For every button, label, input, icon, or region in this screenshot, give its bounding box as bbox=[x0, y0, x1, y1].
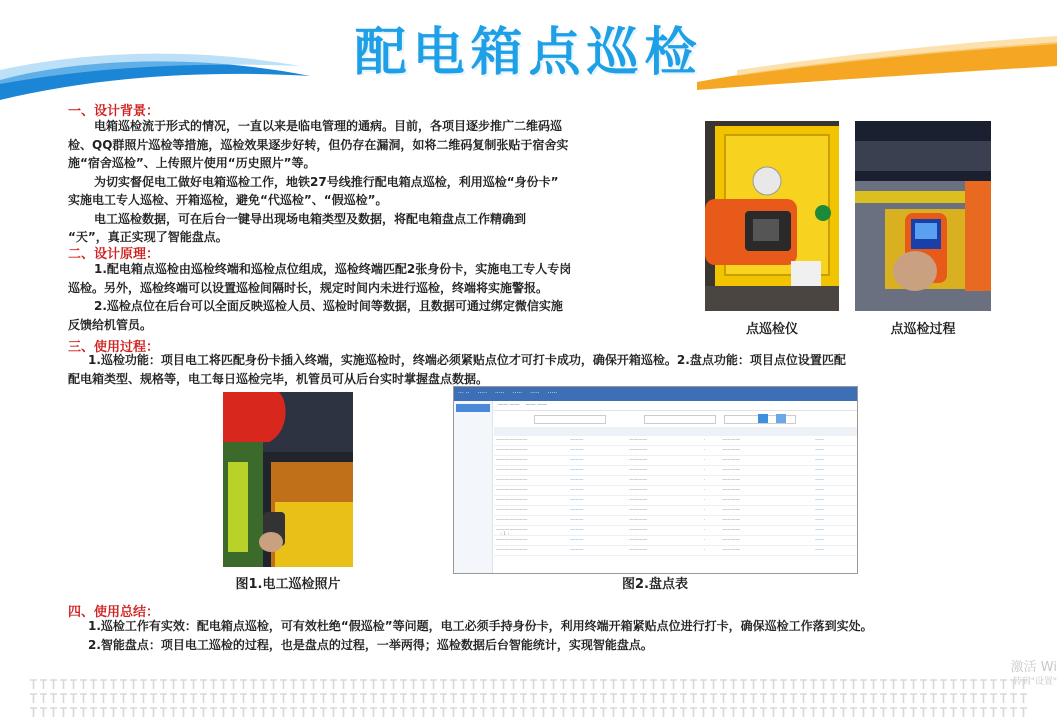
table-row: ——————— ——— ———— · ———— —— bbox=[494, 496, 857, 506]
background-line: 检、QQ群照片巡检等措施，巡检效果逐步好转，但仍存在漏洞，如将二维码复制张贴于宿舍实 bbox=[68, 137, 569, 152]
background-line: 电工巡检数据，可在后台一键导出现场电箱类型及数据，将配电箱盘点工作精确到 bbox=[94, 211, 527, 226]
background-line: 电箱巡检流于形式的情况，一直以来是临电管理的通病。目前，各项目逐步推广二维码巡 bbox=[94, 119, 563, 133]
table-row: ——————— ——— ———— · ———— —— bbox=[494, 436, 857, 446]
electrician-photo bbox=[223, 392, 353, 567]
table-row: ——————— ——— ———— · ———— —— bbox=[494, 456, 857, 466]
process-line: 1.巡检功能：项目电工将匹配身份卡插入终端，实施巡检时，终端必须紧贴点位才可打卡成功，确保开箱巡检。2.盘点功能：项目点位设置匹配 bbox=[88, 353, 846, 367]
table-row: ——————— ——— ———— · ———— —— bbox=[494, 446, 857, 456]
process-text bbox=[68, 351, 1018, 388]
process-line: 配电箱类型、规格等，电工每日巡检完毕，机管员可从后台实时掌握盘点数据。 bbox=[68, 371, 489, 386]
process-photo-caption: 点巡检过程 bbox=[890, 322, 956, 337]
inventory-table bbox=[494, 427, 857, 556]
table-row: ——————— ——— ———— · ———— —— bbox=[494, 506, 857, 516]
figure2-caption: 图2.盘点表 bbox=[622, 577, 688, 592]
table-row: ——————— ——— ———— · ———— —— bbox=[494, 476, 857, 486]
table-screenshot-sidebar bbox=[454, 401, 493, 573]
inventory-table-screenshot bbox=[453, 386, 858, 574]
process-photo bbox=[855, 121, 991, 311]
table-row: ——————— ——— ———— · ———— —— bbox=[494, 526, 857, 536]
summary-line: 1.巡检工作有实效：配电箱点巡检，可有效杜绝“假巡检”等问题，电工必须手持身份卡，利用终端开箱紧贴点位进行打卡，确保巡检工作落到实处。 bbox=[88, 619, 873, 633]
device-photo bbox=[705, 121, 839, 311]
table-row: ——————— ——— ———— · ———— —— bbox=[494, 536, 857, 546]
section-heading-principle: 二、设计原理： bbox=[68, 247, 160, 262]
table-row: ——————— ——— ———— · ———— —— bbox=[494, 546, 857, 556]
activation-watermark-sub: 转到"设置" bbox=[1012, 677, 1057, 687]
table-row: ——————— ——— ———— · ———— —— bbox=[494, 466, 857, 476]
summary-line: 2.智能盘点：项目电工巡检的过程，也是盘点的过程，一举两得；巡检数据后台智能统计，实现智能盘点。 bbox=[88, 637, 653, 652]
section-heading-summary: 四、使用总结： bbox=[68, 605, 160, 620]
background-text bbox=[68, 117, 678, 247]
figure1-caption: 图1.电工巡检照片 bbox=[235, 577, 341, 592]
principle-line: 巡检。另外，巡检终端可以设置巡检间隔时长，规定时间内未进行巡检，终端将实施警报。 bbox=[68, 280, 549, 295]
table-screenshot-header: ··· ·· ····· ····· ····· ····· ····· bbox=[454, 387, 857, 401]
device-caption: 点巡检仪 bbox=[745, 322, 798, 337]
section-heading-background: 一、设计背景： bbox=[68, 104, 160, 119]
principle-line: 反馈给机管员。 bbox=[68, 317, 153, 332]
activation-watermark: 激活 Wi bbox=[1010, 660, 1057, 675]
principle-line: 2.巡检点位在后台可以全面反映巡检人员、巡检时间等数据，且数据可通过绑定微信实施 bbox=[94, 299, 563, 313]
background-line: 为切实督促电工做好电箱巡检工作，地铁27号线推行配电箱点巡检，利用巡检“身份卡” bbox=[94, 174, 559, 189]
section-heading-process: 三、使用过程： bbox=[68, 340, 160, 355]
table-row: ——————— ——— ———— · ———— —— bbox=[494, 516, 857, 526]
table-row: ——————— ——— ———— · ———— —— bbox=[494, 486, 857, 496]
summary-text bbox=[68, 617, 1038, 654]
bottom-pattern-decoration bbox=[30, 678, 1030, 722]
principle-text bbox=[68, 260, 678, 334]
page-title: 配电箱点巡检 bbox=[354, 23, 703, 83]
background-line: “天”，真正实现了智能盘点。 bbox=[68, 230, 228, 244]
background-line: 施“宿舍巡检”、上传照片使用“历史照片”等。 bbox=[68, 156, 316, 170]
table-screenshot-main: —— —— —— —— ——————— ——— ———— · ———— —— ——————— ——— ———— · ———— —— ——————— ——— ———— · ———— —— ——————— ——— ———— · ———— —— ——————— ——— ———— · ———— —— ——————— ——— ———— · ———— —— ——————— ——— ———— · ———— —— ——————— ——— ———— · ———— —— ——————— ——— ———— · ———— —— ——————— ——— ———— · ———— —— ——————— ——— ———— · ———— —— ——————— ——— ———— · ———— —— ‹ 1 › bbox=[494, 401, 857, 573]
background-line: 实施电工专人巡检、开箱巡检，避免“代巡检”、“假巡检”。 bbox=[68, 193, 388, 207]
principle-line: 1.配电箱点巡检由巡检终端和巡检点位组成，巡检终端匹配2张身份卡，实施电工专人专岗 bbox=[94, 262, 572, 276]
